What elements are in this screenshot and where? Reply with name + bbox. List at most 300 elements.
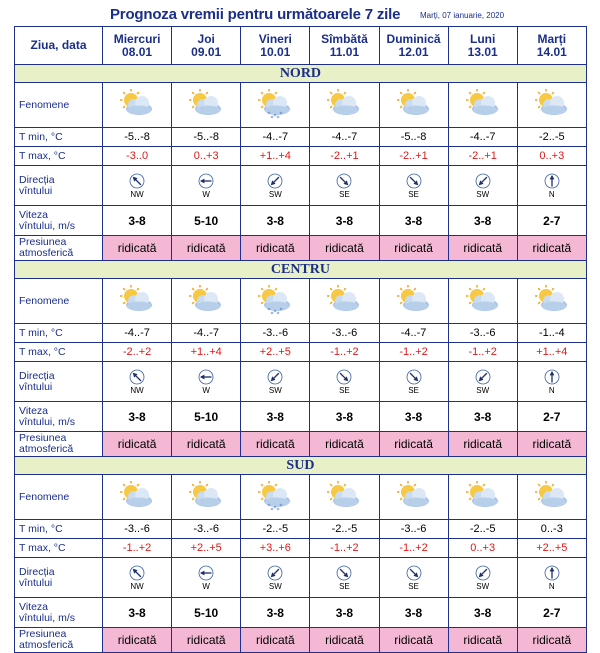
pressure-label xyxy=(15,628,103,653)
wind-direction-label-2: vîntului xyxy=(19,576,53,589)
tmax-value: 0..+3 xyxy=(448,539,517,558)
wind-direction-icon xyxy=(267,369,283,385)
svg-text:*: * xyxy=(276,115,280,121)
wind-direction-value: SE xyxy=(339,189,350,199)
svg-text:*: * xyxy=(276,311,280,317)
partly-cloudy-icon xyxy=(117,89,157,121)
partly-cloudy-icon xyxy=(394,89,434,121)
svg-text:*: * xyxy=(270,311,274,317)
partly-cloudy-icon xyxy=(324,89,364,121)
day-date: 10.01 xyxy=(260,44,291,59)
pressure-label-2: atmosferică xyxy=(19,247,74,259)
wind-direction-label-1: Direcția xyxy=(19,173,55,186)
wind-speed-value: 3-8 xyxy=(379,402,448,432)
tmin-row xyxy=(15,324,587,343)
partly-cloudy-icon xyxy=(186,285,226,317)
tmax-value: -1..+2 xyxy=(379,539,448,558)
wind-direction-cell xyxy=(172,558,241,598)
wind-direction-cell xyxy=(379,166,448,206)
pressure-value: ridicată xyxy=(517,628,586,653)
pressure-value: ridicată xyxy=(310,628,379,653)
wind-direction-icon xyxy=(475,565,491,581)
wind-speed-label xyxy=(15,598,103,628)
tmin-value: -2..-5 xyxy=(241,520,310,539)
phenomena-label-text: Fenomene xyxy=(19,98,70,111)
wind-speed-label-1: Viteza xyxy=(19,600,48,613)
phenomena-cell xyxy=(379,83,448,128)
pressure-value: ridicată xyxy=(241,628,310,653)
partly-cloudy-icon xyxy=(532,481,572,513)
day-date: 13.01 xyxy=(467,44,498,59)
svg-text:*: * xyxy=(273,505,277,512)
wind-direction-value: W xyxy=(202,581,210,591)
wind-direction-value: SE xyxy=(339,385,350,395)
day-name: Luni xyxy=(470,31,496,46)
wind-direction-cell xyxy=(103,166,172,206)
phenomena-label xyxy=(15,475,103,520)
tmax-label-text: T max, °C xyxy=(19,541,66,554)
tmin-label-text: T min, °C xyxy=(19,522,63,535)
tmax-value: +2..+5 xyxy=(172,539,241,558)
day-column-label: Ziua, data xyxy=(15,27,103,65)
wind-direction-cell xyxy=(103,558,172,598)
wind-direction-cell xyxy=(448,362,517,402)
pressure-label-1: Presiunea xyxy=(19,432,67,444)
wind-direction-icon xyxy=(336,173,352,189)
phenomena-cell xyxy=(448,475,517,520)
phenomena-cell xyxy=(517,83,586,128)
svg-text:*: * xyxy=(270,507,274,513)
wind-speed-value: 3-8 xyxy=(379,598,448,628)
day-date: 12.01 xyxy=(398,44,429,59)
wind-direction-cell xyxy=(310,166,379,206)
partly-cloudy-icon xyxy=(324,285,364,317)
phenomena-row xyxy=(15,279,587,324)
wind-direction-icon xyxy=(267,565,283,581)
partly-cloudy-icon xyxy=(532,285,572,317)
wind-direction-value: N xyxy=(548,385,555,395)
wind-direction-cell xyxy=(517,558,586,598)
svg-text:*: * xyxy=(267,307,271,314)
phenomena-cell xyxy=(241,475,310,520)
svg-text:*: * xyxy=(270,115,274,121)
tmax-value: +2..+5 xyxy=(517,539,586,558)
wind-direction-label-2: vîntului xyxy=(19,184,53,197)
wind-speed-label xyxy=(15,402,103,432)
tmin-value: -2..-5 xyxy=(448,520,517,539)
phenomena-label xyxy=(15,83,103,128)
tmin-row xyxy=(15,128,587,147)
region-row xyxy=(15,457,587,475)
tmin-value: -3..-6 xyxy=(379,520,448,539)
wind-direction-icon xyxy=(336,369,352,385)
wind-direction-value: SW xyxy=(268,581,282,591)
phenomena-cell xyxy=(103,83,172,128)
wind-speed-label xyxy=(15,206,103,236)
pressure-row xyxy=(15,432,587,457)
wind-direction-icon xyxy=(406,173,422,189)
tmin-value: -1..-4 xyxy=(517,324,586,343)
tmax-value: 0..+3 xyxy=(517,147,586,166)
phenomena-cell xyxy=(172,279,241,324)
phenomena-cell xyxy=(310,83,379,128)
phenomena-cell xyxy=(379,475,448,520)
tmax-value: -1..+2 xyxy=(379,343,448,362)
wind-speed-row xyxy=(15,598,587,628)
forecast-header xyxy=(0,0,600,26)
tmax-value: -2..+2 xyxy=(103,343,172,362)
tmin-value: -3..-6 xyxy=(310,324,379,343)
pressure-label-2: atmosferică xyxy=(19,443,74,455)
wind-direction-icon xyxy=(129,173,145,189)
pressure-value: ridicată xyxy=(448,432,517,457)
pressure-value: ridicată xyxy=(241,432,310,457)
wind-direction-value: N xyxy=(548,189,555,199)
wind-direction-value: N xyxy=(548,581,555,591)
wind-speed-value: 3-8 xyxy=(103,206,172,236)
tmin-label-text: T min, °C xyxy=(19,130,63,143)
svg-text:*: * xyxy=(279,111,283,118)
wind-direction-cell xyxy=(448,558,517,598)
tmin-value: -4..-7 xyxy=(448,128,517,147)
pressure-value: ridicată xyxy=(517,432,586,457)
phenomena-cell xyxy=(379,279,448,324)
wind-speed-value: 3-8 xyxy=(448,206,517,236)
wind-direction-cell xyxy=(379,362,448,402)
phenomena-cell xyxy=(448,83,517,128)
wind-direction-icon xyxy=(198,565,214,581)
wind-direction-label-1: Direcția xyxy=(19,565,55,578)
wind-direction-icon xyxy=(544,565,560,581)
day-header xyxy=(172,27,241,65)
phenomena-cell xyxy=(103,475,172,520)
wind-speed-value: 5-10 xyxy=(172,598,241,628)
tmin-label xyxy=(15,520,103,539)
phenomena-cell xyxy=(241,279,310,324)
wind-direction-value: SW xyxy=(476,581,490,591)
page-title: Prognoza vremii pentru următoarele 7 zile xyxy=(110,6,401,23)
wind-direction-label-1: Direcția xyxy=(19,369,55,382)
phenomena-cell xyxy=(310,475,379,520)
tmin-value: -5..-8 xyxy=(103,128,172,147)
partly-cloudy-icon xyxy=(463,481,503,513)
wind-speed-value: 3-8 xyxy=(103,598,172,628)
wind-direction-icon xyxy=(336,565,352,581)
wind-direction-cell xyxy=(310,558,379,598)
wind-speed-value: 5-10 xyxy=(172,402,241,432)
wind-direction-icon xyxy=(475,173,491,189)
tmin-label-text: T min, °C xyxy=(19,326,63,339)
svg-text:*: * xyxy=(267,111,271,118)
phenomena-cell xyxy=(172,83,241,128)
phenomena-cell xyxy=(241,83,310,128)
tmax-value: +2..+5 xyxy=(241,343,310,362)
wind-direction-value: SE xyxy=(339,581,350,591)
partly-cloudy-icon xyxy=(186,481,226,513)
phenomena-cell xyxy=(172,475,241,520)
pressure-value: ridicată xyxy=(241,236,310,261)
wind-speed-label-2: vîntului, m/s xyxy=(19,219,76,232)
phenomena-cell xyxy=(517,475,586,520)
tmin-value: -4..-7 xyxy=(379,324,448,343)
phenomena-cell xyxy=(517,279,586,324)
partly-cloudy-icon xyxy=(394,285,434,317)
phenomena-cell xyxy=(310,279,379,324)
pressure-value: ridicată xyxy=(379,628,448,653)
day-header xyxy=(103,27,172,65)
phenomena-label-text: Fenomene xyxy=(19,490,70,503)
pressure-value: ridicată xyxy=(172,628,241,653)
pressure-label-1: Presiunea xyxy=(19,628,67,640)
day-date: 14.01 xyxy=(536,44,567,59)
day-header xyxy=(310,27,379,65)
day-date: 08.01 xyxy=(122,44,153,59)
cloud-snow-icon xyxy=(255,285,295,317)
tmin-value: 0..-3 xyxy=(517,520,586,539)
tmax-value: -1..+2 xyxy=(103,539,172,558)
wind-direction-icon xyxy=(198,369,214,385)
pressure-value: ridicată xyxy=(103,432,172,457)
tmax-value: +3..+6 xyxy=(241,539,310,558)
day-header xyxy=(379,27,448,65)
region-row xyxy=(15,261,587,279)
svg-text:*: * xyxy=(279,307,283,314)
forecast-table xyxy=(14,26,587,653)
tmax-row xyxy=(15,539,587,558)
day-name: Sîmbătă xyxy=(321,31,368,46)
tmin-value: -4..-7 xyxy=(310,128,379,147)
phenomena-label-text: Fenomene xyxy=(19,294,70,307)
tmin-value: -3..-6 xyxy=(448,324,517,343)
wind-speed-value: 3-8 xyxy=(310,598,379,628)
wind-speed-value: 3-8 xyxy=(448,598,517,628)
wind-speed-value: 3-8 xyxy=(310,402,379,432)
tmax-label xyxy=(15,343,103,362)
wind-direction-label-2: vîntului xyxy=(19,380,53,393)
wind-direction-value: SW xyxy=(476,189,490,199)
tmax-label xyxy=(15,539,103,558)
partly-cloudy-icon xyxy=(463,285,503,317)
wind-speed-label-2: vîntului, m/s xyxy=(19,415,76,428)
tmax-value: +1..+4 xyxy=(241,147,310,166)
pressure-value: ridicată xyxy=(517,236,586,261)
wind-direction-icon xyxy=(544,369,560,385)
partly-cloudy-icon xyxy=(186,89,226,121)
tmin-value: -4..-7 xyxy=(172,324,241,343)
wind-direction-cell xyxy=(517,166,586,206)
wind-speed-value: 3-8 xyxy=(379,206,448,236)
tmax-label-text: T max, °C xyxy=(19,149,66,162)
tmin-value: -5..-8 xyxy=(172,128,241,147)
phenomena-cell xyxy=(448,279,517,324)
wind-direction-cell xyxy=(172,166,241,206)
partly-cloudy-icon xyxy=(394,481,434,513)
tmin-label xyxy=(15,324,103,343)
wind-direction-icon xyxy=(267,173,283,189)
partly-cloudy-icon xyxy=(117,285,157,317)
wind-direction-value: SW xyxy=(476,385,490,395)
wind-direction-value: SE xyxy=(408,189,419,199)
tmin-value: -3..-6 xyxy=(172,520,241,539)
wind-speed-label-2: vîntului, m/s xyxy=(19,611,76,624)
pressure-value: ridicată xyxy=(172,432,241,457)
tmax-value: -1..+2 xyxy=(448,343,517,362)
wind-speed-value: 3-8 xyxy=(448,402,517,432)
wind-direction-icon xyxy=(129,369,145,385)
partly-cloudy-icon xyxy=(117,481,157,513)
wind-direction-cell xyxy=(448,166,517,206)
wind-direction-cell xyxy=(241,558,310,598)
wind-direction-value: W xyxy=(202,189,210,199)
wind-speed-value: 2-7 xyxy=(517,598,586,628)
pressure-value: ridicată xyxy=(310,432,379,457)
tmin-row xyxy=(15,520,587,539)
wind-speed-row xyxy=(15,402,587,432)
wind-direction-cell xyxy=(310,362,379,402)
region-name: SUD xyxy=(15,457,587,475)
tmax-value: -2..+1 xyxy=(379,147,448,166)
phenomena-cell xyxy=(103,279,172,324)
day-name: Vineri xyxy=(258,31,292,46)
wind-speed-value: 5-10 xyxy=(172,206,241,236)
phenomena-label xyxy=(15,279,103,324)
pressure-label-1: Presiunea xyxy=(19,236,67,248)
pressure-label xyxy=(15,432,103,457)
day-name: Marți xyxy=(537,31,567,46)
wind-direction-value: SE xyxy=(408,581,419,591)
tmax-value: -3..0 xyxy=(103,147,172,166)
day-name: Duminică xyxy=(386,31,441,46)
tmax-row xyxy=(15,343,587,362)
wind-direction-icon xyxy=(475,369,491,385)
wind-direction-label xyxy=(15,362,103,402)
tmax-row xyxy=(15,147,587,166)
wind-direction-icon xyxy=(406,565,422,581)
wind-speed-value: 3-8 xyxy=(241,598,310,628)
tmax-value: -2..+1 xyxy=(310,147,379,166)
tmax-value: -2..+1 xyxy=(448,147,517,166)
forecast-date: Marți, 07 ianuarie, 2020 xyxy=(420,11,505,20)
tmax-value: -1..+2 xyxy=(310,539,379,558)
day-name: Joi xyxy=(197,31,215,46)
svg-text:*: * xyxy=(279,503,283,510)
wind-direction-icon xyxy=(544,173,560,189)
wind-speed-label-1: Viteza xyxy=(19,404,48,417)
wind-direction-row xyxy=(15,362,587,402)
region-row xyxy=(15,65,587,83)
wind-direction-icon xyxy=(129,565,145,581)
cloud-snow-icon xyxy=(255,481,295,513)
wind-direction-value: NW xyxy=(130,581,144,591)
wind-direction-icon xyxy=(198,173,214,189)
wind-direction-cell xyxy=(241,362,310,402)
wind-speed-value: 3-8 xyxy=(241,402,310,432)
tmin-value: -2..-5 xyxy=(310,520,379,539)
tmin-value: -2..-5 xyxy=(517,128,586,147)
day-header xyxy=(448,27,517,65)
tmax-value: +1..+4 xyxy=(172,343,241,362)
wind-direction-value: W xyxy=(202,385,210,395)
wind-direction-value: SW xyxy=(268,189,282,199)
pressure-row xyxy=(15,236,587,261)
wind-speed-value: 2-7 xyxy=(517,206,586,236)
day-header xyxy=(241,27,310,65)
tmin-value: -4..-7 xyxy=(241,128,310,147)
pressure-value: ridicată xyxy=(172,236,241,261)
region-name: CENTRU xyxy=(15,261,587,279)
partly-cloudy-icon xyxy=(532,89,572,121)
wind-direction-cell xyxy=(103,362,172,402)
wind-direction-cell xyxy=(241,166,310,206)
wind-speed-value: 2-7 xyxy=(517,402,586,432)
phenomena-row xyxy=(15,475,587,520)
svg-text:*: * xyxy=(267,503,271,510)
wind-direction-value: NW xyxy=(130,189,144,199)
wind-speed-label-1: Viteza xyxy=(19,208,48,221)
tmax-label xyxy=(15,147,103,166)
svg-text:*: * xyxy=(273,309,277,316)
wind-direction-cell xyxy=(517,362,586,402)
day-date: 11.01 xyxy=(329,44,360,59)
pressure-value: ridicată xyxy=(103,628,172,653)
pressure-label xyxy=(15,236,103,261)
tmin-value: -5..-8 xyxy=(379,128,448,147)
wind-direction-value: SW xyxy=(268,385,282,395)
wind-speed-row xyxy=(15,206,587,236)
wind-direction-row xyxy=(15,558,587,598)
pressure-value: ridicată xyxy=(448,628,517,653)
wind-direction-cell xyxy=(379,558,448,598)
tmax-label-text: T max, °C xyxy=(19,345,66,358)
tmin-value: -4..-7 xyxy=(103,324,172,343)
pressure-value: ridicată xyxy=(103,236,172,261)
wind-direction-icon xyxy=(406,369,422,385)
cloud-snow-icon xyxy=(255,89,295,121)
phenomena-row xyxy=(15,83,587,128)
pressure-value: ridicată xyxy=(379,432,448,457)
pressure-value: ridicată xyxy=(379,236,448,261)
tmin-value: -3..-6 xyxy=(103,520,172,539)
tmin-value: -3..-6 xyxy=(241,324,310,343)
wind-direction-label xyxy=(15,558,103,598)
wind-direction-value: SE xyxy=(408,385,419,395)
tmax-value: +1..+4 xyxy=(517,343,586,362)
pressure-label-2: atmosferică xyxy=(19,639,74,651)
wind-direction-value: NW xyxy=(130,385,144,395)
pressure-value: ridicată xyxy=(310,236,379,261)
wind-direction-label xyxy=(15,166,103,206)
wind-direction-row xyxy=(15,166,587,206)
region-name: NORD xyxy=(15,65,587,83)
day-header-row xyxy=(15,27,587,65)
svg-text:*: * xyxy=(276,507,280,513)
tmax-value: 0..+3 xyxy=(172,147,241,166)
svg-text:*: * xyxy=(273,113,277,120)
day-date: 09.01 xyxy=(191,44,222,59)
pressure-value: ridicată xyxy=(448,236,517,261)
pressure-row xyxy=(15,628,587,653)
partly-cloudy-icon xyxy=(463,89,503,121)
wind-speed-value: 3-8 xyxy=(310,206,379,236)
day-header xyxy=(517,27,586,65)
wind-speed-value: 3-8 xyxy=(103,402,172,432)
partly-cloudy-icon xyxy=(324,481,364,513)
tmax-value: -1..+2 xyxy=(310,343,379,362)
day-name: Miercuri xyxy=(113,31,161,46)
tmin-label xyxy=(15,128,103,147)
wind-speed-value: 3-8 xyxy=(241,206,310,236)
wind-direction-cell xyxy=(172,362,241,402)
